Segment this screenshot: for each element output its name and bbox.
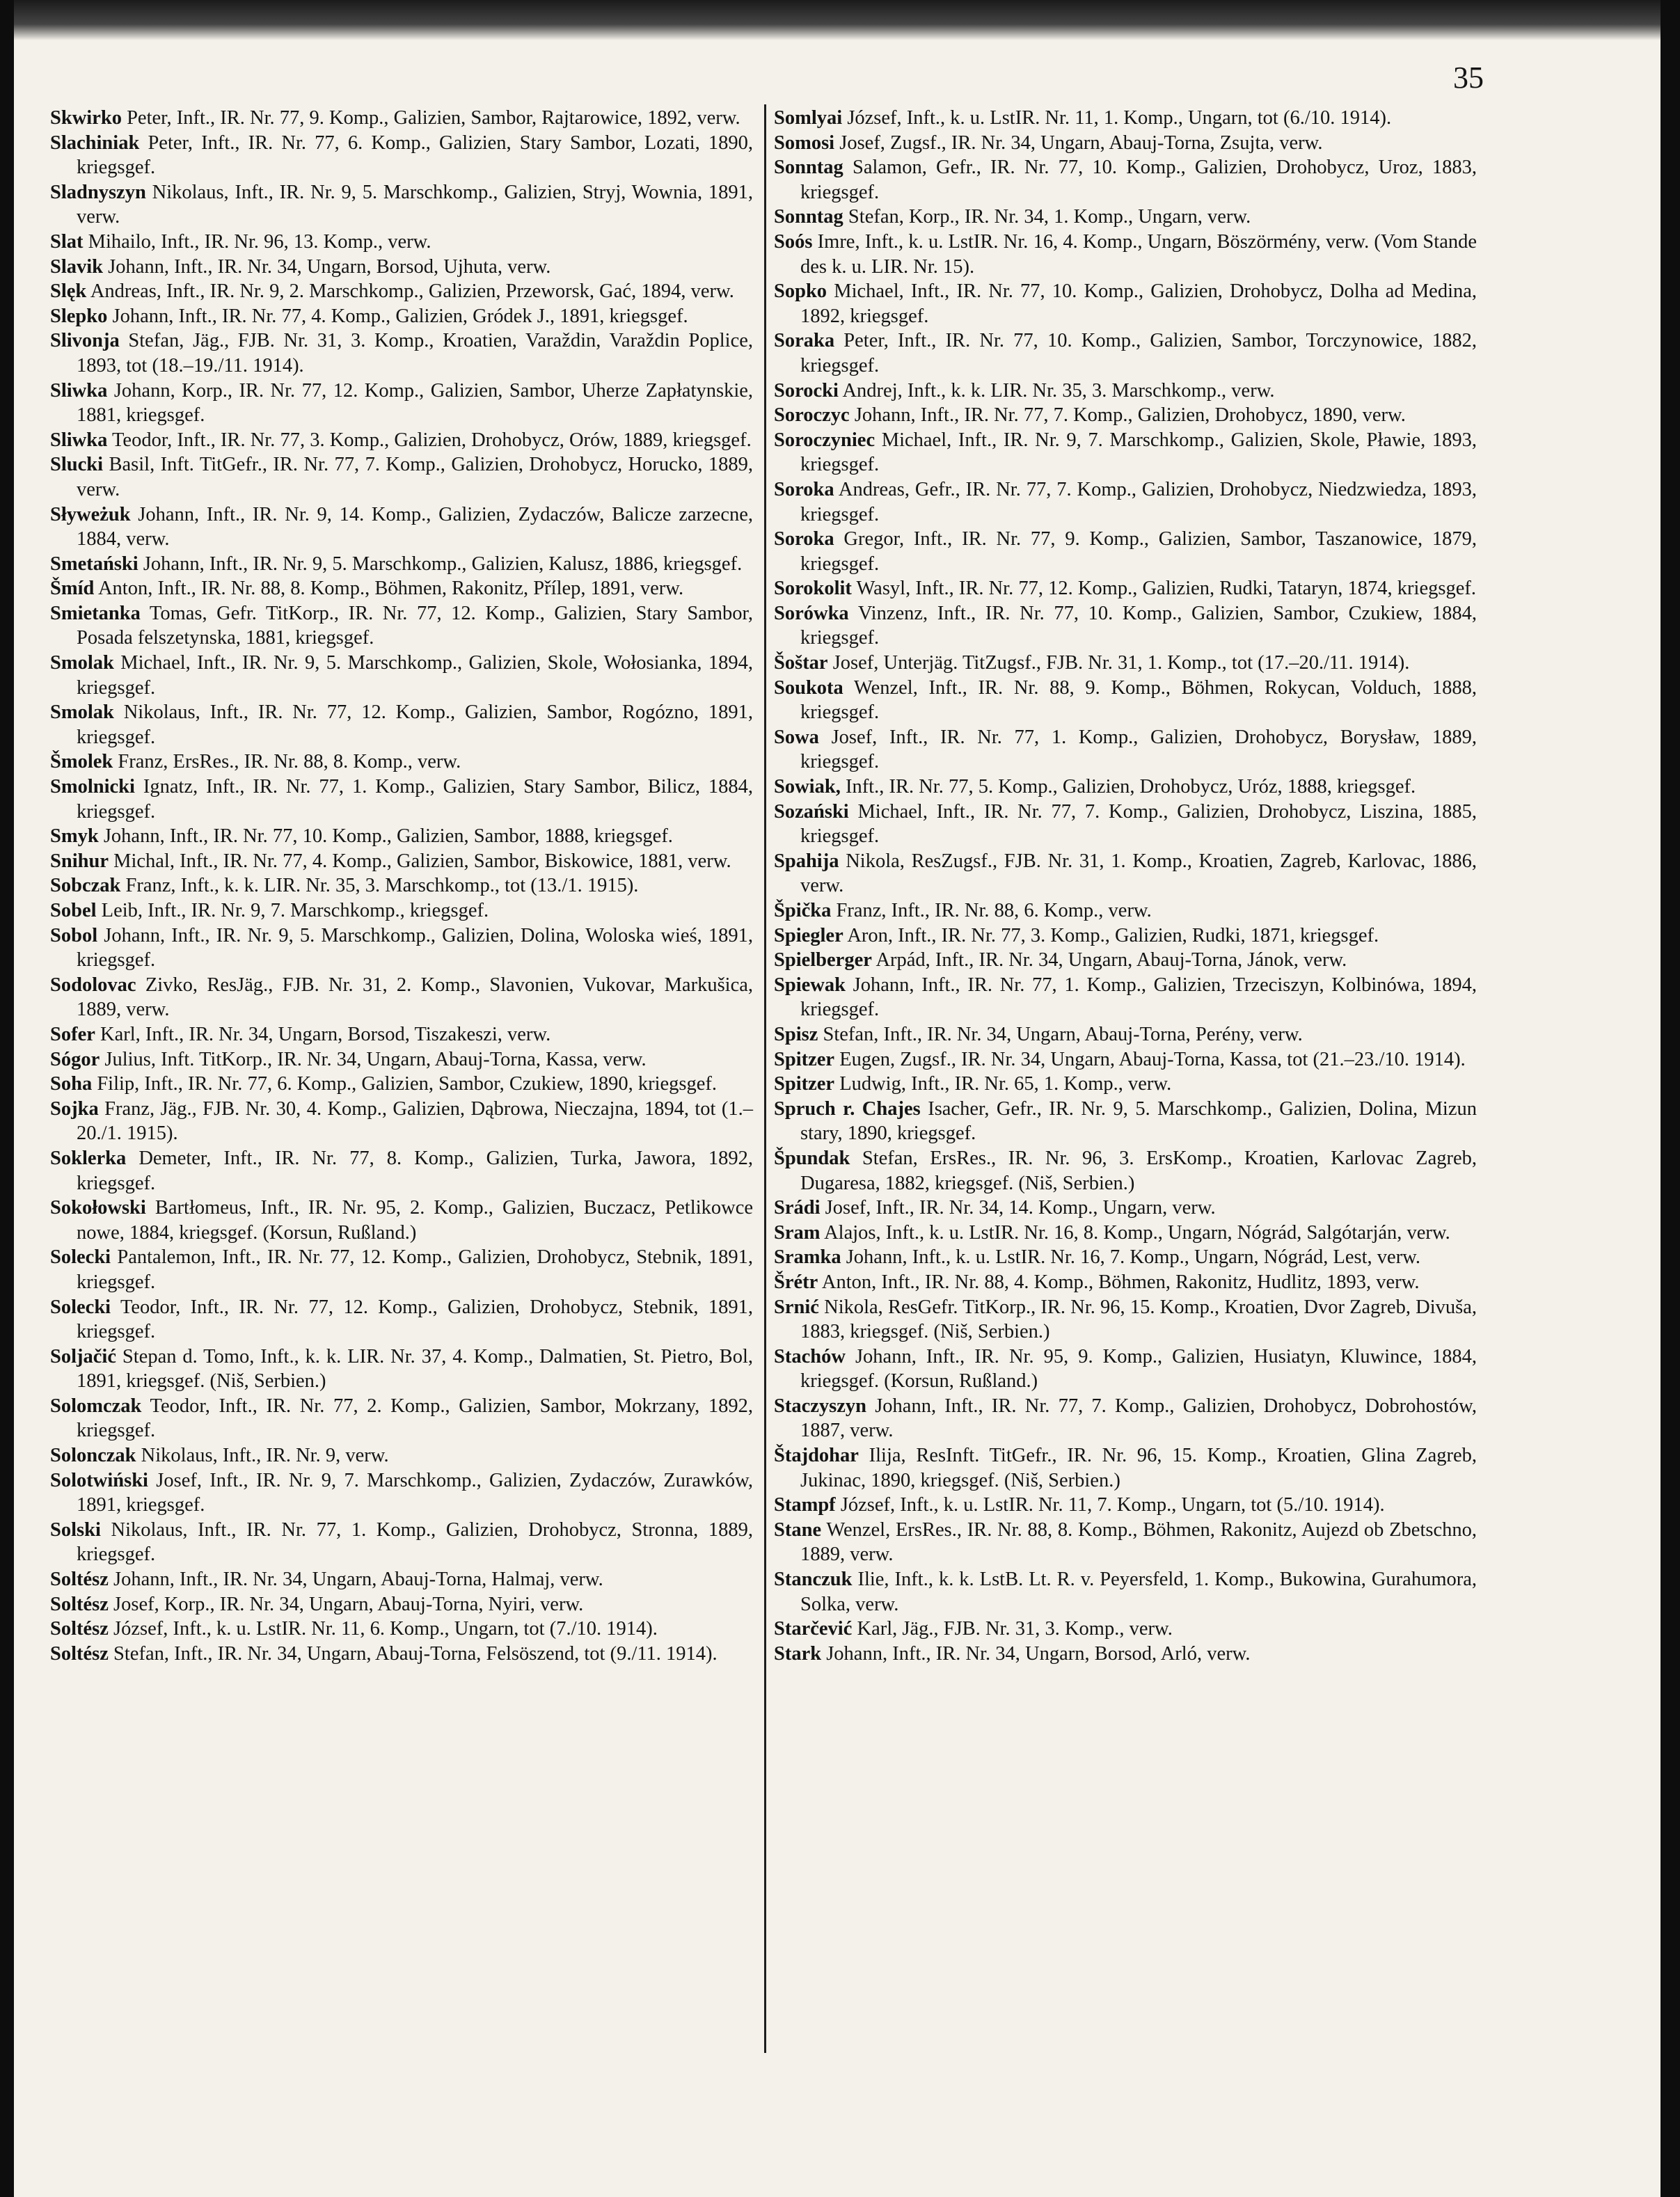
casualty-entry	[50, 1617, 753, 1642]
entry-surname: Spruch r. Chajes	[774, 1097, 921, 1120]
casualty-entry	[774, 230, 1477, 279]
casualty-entry	[774, 131, 1477, 156]
entry-surname: Smolak	[50, 652, 114, 674]
entry-surname: Stark	[774, 1642, 822, 1665]
casualty-entry	[50, 749, 753, 775]
entry-details: Peter, Inft., IR. Nr. 77, 10. Komp., Galizien, Sambor, Torczynowice, 1882, kriegsgef.	[800, 330, 1477, 376]
entry-surname: Srnić	[774, 1296, 819, 1318]
casualty-entry	[50, 502, 753, 552]
casualty-entry	[774, 1022, 1477, 1047]
entry-surname: Spitzer	[774, 1048, 835, 1070]
entry-details: Ludwig, Inft., IR. Nr. 65, 1. Komp., verw.	[839, 1073, 1172, 1095]
casualty-entry	[774, 1394, 1477, 1443]
entry-surname: Solski	[50, 1518, 101, 1541]
entry-surname: Sladnyszyn	[50, 181, 146, 203]
entry-surname: Sodolovac	[50, 974, 136, 996]
entry-surname: Šmolek	[50, 751, 113, 773]
entry-surname: Soós	[774, 230, 813, 253]
casualty-entry	[50, 1345, 753, 1394]
entry-details: Johann, Inft., IR. Nr. 77, 1. Komp., Galizien, Trzeciszyn, Kolbinówa, 1894, kriegsgef.	[800, 974, 1477, 1021]
casualty-entry	[774, 1270, 1477, 1295]
entry-surname: Stampf	[774, 1494, 836, 1516]
entry-details: Johann, Inft., IR. Nr. 77, 7. Komp., Galizien, Drohobycz, 1890, verw.	[854, 404, 1406, 427]
entry-details: József, Inft., k. u. LstIR. Nr. 11, 6. Komp., Ungarn, tot (7./10. 1914).	[113, 1618, 658, 1640]
entry-details: Andreas, Inft., IR. Nr. 9, 2. Marschkomp., Galizien, Przeworsk, Gać, 1894, verw.	[90, 280, 734, 303]
casualty-entry	[774, 725, 1477, 775]
entry-surname: Sorokolit	[774, 578, 852, 600]
entry-details: Stefan, Korp., IR. Nr. 34, 1. Komp., Ungarn, verw.	[848, 206, 1251, 228]
entry-details: Isacher, Gefr., IR. Nr. 9, 5. Marschkomp., Galizien, Dolina, Mizun stary, 1890, kriegsgef.	[800, 1097, 1477, 1145]
casualty-entry	[50, 428, 753, 453]
entry-details: Wenzel, Inft., IR. Nr. 88, 9. Komp., Böhmen, Rokycan, Volduch, 1888, kriegsgef.	[800, 676, 1477, 724]
casualty-entry	[50, 1097, 753, 1146]
entry-details: Michael, Inft., IR. Nr. 77, 10. Komp., Galizien, Drohobycz, Dolha ad Medina, 1892, kriegsgef.	[800, 280, 1477, 327]
casualty-entry	[50, 1072, 753, 1097]
casualty-entry	[50, 775, 753, 824]
entry-details: Johann, Inft., IR. Nr. 9, 14. Komp., Galizien, Zydaczów, Balicze zarzecne, 1884, verw.	[77, 503, 753, 550]
entry-surname: Soha	[50, 1073, 93, 1095]
entry-surname: Slęk	[50, 280, 87, 303]
casualty-entry	[774, 379, 1477, 404]
entry-surname: Slachiniak	[50, 132, 140, 154]
entry-details: Johann, Inft., IR. Nr. 77, 10. Komp., Galizien, Sambor, 1888, kriegsgef.	[103, 825, 673, 848]
entry-surname: Soltész	[50, 1618, 109, 1640]
entry-surname: Soroczyc	[774, 404, 850, 427]
casualty-entry	[774, 651, 1477, 676]
casualty-entry	[774, 527, 1477, 576]
entry-surname: Spielberger	[774, 949, 872, 971]
entry-details: Nikola, ResZugsf., FJB. Nr. 31, 1. Komp., Kroatien, Zagreb, Karlovac, 1886, verw.	[800, 850, 1477, 897]
entry-details: Franz, Jäg., FJB. Nr. 30, 4. Komp., Galizien, Dąbrowa, Nieczajna, 1894, tot (1.–20./1. 1915).	[77, 1097, 753, 1145]
entry-details: Pantalemon, Inft., IR. Nr. 77, 12. Komp., Galizien, Drohobycz, Stebnik, 1891, kriegsgef.	[77, 1246, 753, 1293]
entry-surname: Slepko	[50, 305, 108, 327]
entry-surname: Spisz	[774, 1023, 818, 1045]
entry-details: Nikolaus, Inft., IR. Nr. 9, 5. Marschkomp., Galizien, Stryj, Wownia, 1891, verw.	[77, 181, 753, 228]
casualty-entry	[50, 379, 753, 428]
entry-details: Ilija, ResInft. TitGefr., IR. Nr. 96, 15. Komp., Kroatien, Glina Zagreb, Jukinac, 1890, kriegsgef. (Niš, Serbien.)	[800, 1445, 1477, 1491]
casualty-entry	[50, 849, 753, 874]
casualty-entry	[774, 923, 1477, 949]
casualty-entry	[50, 1518, 753, 1567]
entry-details: Franz, ErsRes., IR. Nr. 88, 8. Komp., verw.	[118, 751, 461, 773]
entry-details: Josef, Inft., IR. Nr. 34, 14. Komp., Ungarn, verw.	[825, 1197, 1216, 1219]
casualty-entry	[774, 1146, 1477, 1196]
casualty-entry	[774, 601, 1477, 651]
entry-details: Salamon, Gefr., IR. Nr. 77, 10. Komp., Galizien, Drohobycz, Uroz, 1883, kriegsgef.	[800, 157, 1477, 203]
casualty-entry	[774, 1295, 1477, 1345]
entry-surname: Stane	[774, 1518, 822, 1541]
entry-surname: Sływeżuk	[50, 503, 131, 525]
casualty-entry	[774, 1642, 1477, 1667]
entry-details: Inft., IR. Nr. 77, 5. Komp., Galizien, Drohobycz, Uróz, 1888, kriegsgef.	[845, 776, 1416, 798]
entry-details: Johann, Inft., IR. Nr. 77, 4. Komp., Galizien, Gródek J., 1891, kriegsgef.	[112, 305, 688, 327]
entry-surname: Snihur	[50, 850, 109, 872]
casualty-entry	[774, 1047, 1477, 1072]
entry-details: Johann, Inft., IR. Nr. 34, Ungarn, Borsod, Arló, verw.	[826, 1642, 1251, 1665]
entry-surname: Sofer	[50, 1023, 95, 1045]
casualty-entry	[50, 651, 753, 700]
casualty-entry	[774, 973, 1477, 1022]
entry-surname: Smolak	[50, 701, 114, 724]
entry-details: Michal, Inft., IR. Nr. 77, 4. Komp., Galizien, Sambor, Biskowice, 1881, verw.	[113, 850, 731, 872]
casualty-entry	[774, 1245, 1477, 1270]
entry-surname: Sowiak,	[774, 776, 841, 798]
entry-surname: Solotwiński	[50, 1469, 148, 1491]
casualty-entry	[50, 576, 753, 601]
entry-details: Josef, Zugsf., IR. Nr. 34, Ungarn, Abauj-Torna, Zsujta, verw.	[839, 132, 1323, 154]
entry-details: Andreas, Gefr., IR. Nr. 77, 7. Komp., Galizien, Drohobycz, Niedzwiedza, 1893, kriegsgef.	[800, 478, 1477, 525]
entry-details: Teodor, Inft., IR. Nr. 77, 12. Komp., Galizien, Drohobycz, Stebnik, 1891, kriegsgef.	[77, 1296, 753, 1343]
entry-details: Alajos, Inft., k. u. LstIR. Nr. 16, 8. Komp., Ungarn, Nógrád, Salgótarján, verw.	[824, 1221, 1450, 1244]
entry-surname: Smolnicki	[50, 776, 135, 798]
entry-details: Aron, Inft., IR. Nr. 77, 3. Komp., Galizien, Rudki, 1871, kriegsgef.	[847, 924, 1379, 946]
casualty-entry	[50, 1022, 753, 1047]
entry-surname: Sozański	[774, 800, 849, 823]
entry-details: Stepan d. Tomo, Inft., k. k. LIR. Nr. 37, 4. Komp., Dalmatien, St. Pietro, Bol, 1891, kriegsgef. (Niš, Serbien.)	[77, 1345, 753, 1393]
casualty-entry	[774, 1196, 1477, 1221]
entry-surname: Sokołowski	[50, 1197, 146, 1219]
entry-surname: Solonczak	[50, 1445, 136, 1467]
entry-surname: Slucki	[50, 454, 104, 476]
entry-details: Wasyl, Inft., IR. Nr. 77, 12. Komp., Galizien, Rudki, Tataryn, 1874, kriegsgef.	[856, 578, 1476, 600]
entry-details: Michael, Inft., IR. Nr. 77, 7. Komp., Galizien, Drohobycz, Liszina, 1885, kriegsgef.	[800, 800, 1477, 848]
casualty-entry	[774, 1097, 1477, 1146]
casualty-entry	[774, 328, 1477, 378]
left-column	[50, 106, 753, 1666]
entry-surname: Soroczyniec	[774, 429, 875, 451]
casualty-entry	[50, 131, 753, 180]
casualty-entry	[50, 973, 753, 1022]
entry-details: Zivko, ResJäg., FJB. Nr. 31, 2. Komp., Slavonien, Vukovar, Markušica, 1889, verw.	[77, 974, 753, 1021]
entry-surname: Soltész	[50, 1642, 109, 1665]
entry-details: Nikolaus, Inft., IR. Nr. 77, 1. Komp., Galizien, Drohobycz, Stronna, 1889, kriegsgef.	[77, 1518, 754, 1566]
casualty-entry	[774, 1072, 1477, 1097]
casualty-entry	[774, 576, 1477, 601]
entry-surname: Sonntag	[774, 206, 843, 228]
entry-surname: Sojka	[50, 1097, 99, 1120]
entry-details: Stefan, ErsRes., IR. Nr. 96, 3. ErsKomp., Kroatien, Karlovac Zagreb, Dugaresa, 1882, kriegsgef. (Niš, Serbien.)	[800, 1147, 1477, 1194]
scan-left-edge	[0, 0, 14, 2197]
entry-surname: Sorocki	[774, 379, 839, 402]
entry-details: Bartłomeus, Inft., IR. Nr. 95, 2. Komp., Galizien, Buczacz, Petlikowce nowe, 1884, kriegsgef. (Korsun, Rußland.)	[77, 1197, 753, 1244]
entry-details: Anton, Inft., IR. Nr. 88, 4. Komp., Böhmen, Rakonitz, Hudlitz, 1893, verw.	[821, 1271, 1420, 1293]
casualty-entry	[774, 898, 1477, 923]
entry-details: Michael, Inft., IR. Nr. 9, 5. Marschkomp., Galizien, Skole, Wołosianka, 1894, kriegsgef.	[77, 652, 753, 699]
entry-details: Arpád, Inft., IR. Nr. 34, Ungarn, Abauj-Torna, Jánok, verw.	[875, 949, 1347, 971]
entry-surname: Solecki	[50, 1296, 111, 1318]
casualty-entry	[50, 1642, 753, 1667]
scan-top-edge	[0, 0, 1680, 40]
casualty-entry	[50, 1295, 753, 1345]
entry-details: Demeter, Inft., IR. Nr. 77, 8. Komp., Galizien, Turka, Jawora, 1892, kriegsgef.	[77, 1147, 754, 1194]
casualty-entry	[774, 1345, 1477, 1394]
entry-details: Peter, Inft., IR. Nr. 77, 6. Komp., Galizien, Stary Sambor, Lozati, 1890, kriegsgef.	[77, 132, 753, 179]
entry-surname: Srádi	[774, 1197, 821, 1219]
entry-surname: Sopko	[774, 280, 827, 303]
casualty-entry	[774, 205, 1477, 230]
entry-details: Basil, Inft. TitGefr., IR. Nr. 77, 7. Komp., Galizien, Drohobycz, Horucko, 1889, verw.	[77, 454, 754, 500]
page-number: 35	[1453, 61, 1484, 95]
entry-details: Peter, Inft., IR. Nr. 77, 9. Komp., Galizien, Sambor, Rajtarowice, 1892, verw.	[127, 107, 740, 129]
casualty-entry	[50, 552, 753, 577]
casualty-entry	[774, 1493, 1477, 1518]
entry-surname: Sonntag	[774, 157, 843, 179]
entry-surname: Sobol	[50, 924, 98, 946]
entry-details: Vinzenz, Inft., IR. Nr. 77, 10. Komp., Galizien, Sambor, Czukiew, 1884, kriegsgef.	[800, 602, 1477, 649]
entry-details: Ilie, Inft., k. k. LstB. Lt. R. v. Peyersfeld, 1. Komp., Bukowina, Gurahumora, Solka, verw.	[800, 1569, 1477, 1615]
casualty-entry	[50, 328, 753, 378]
entry-details: Filip, Inft., IR. Nr. 77, 6. Komp., Galizien, Sambor, Czukiew, 1890, kriegsgef.	[97, 1073, 718, 1095]
casualty-entry	[50, 1468, 753, 1518]
entry-details: Eugen, Zugsf., IR. Nr. 34, Ungarn, Abauj-Torna, Kassa, tot (21.–23./10. 1914).	[839, 1048, 1466, 1070]
entry-details: Ignatz, Inft., IR. Nr. 77, 1. Komp., Galizien, Stary Sambor, Bilicz, 1884, kriegsgef.	[77, 776, 754, 823]
entry-details: Teodor, Inft., IR. Nr. 77, 3. Komp., Galizien, Drohobycz, Orów, 1889, kriegsgef.	[112, 429, 752, 451]
column-divider	[764, 104, 766, 2053]
entry-surname: Špundak	[774, 1147, 850, 1169]
entry-surname: Smietanka	[50, 602, 141, 624]
entry-surname: Slivonja	[50, 330, 120, 352]
casualty-entry	[50, 230, 753, 255]
entry-surname: Šoštar	[774, 652, 828, 674]
entry-details: Josef, Inft., IR. Nr. 9, 7. Marschkomp., Galizien, Zydaczów, Zurawków, 1891, kriegsgef.	[77, 1469, 753, 1516]
entry-details: Nikolaus, Inft., IR. Nr. 9, verw.	[141, 1445, 389, 1467]
entry-surname: Smyk	[50, 825, 99, 848]
entry-surname: Skwirko	[50, 107, 122, 129]
entry-details: Andrej, Inft., k. k. LIR. Nr. 35, 3. Marschkomp., verw.	[842, 379, 1275, 402]
entry-surname: Sramka	[774, 1246, 841, 1269]
entry-details: Mihailo, Inft., IR. Nr. 96, 13. Komp., verw.	[88, 230, 431, 253]
casualty-entry	[774, 1567, 1477, 1617]
entry-surname: Spiegler	[774, 924, 843, 946]
entry-surname: Sliwka	[50, 429, 108, 451]
casualty-entry	[50, 106, 753, 131]
entry-details: Karl, Jäg., FJB. Nr. 31, 3. Komp., verw.	[857, 1618, 1173, 1640]
casualty-entry	[774, 155, 1477, 205]
entry-surname: Soltész	[50, 1569, 109, 1591]
entry-surname: Slavik	[50, 255, 104, 278]
casualty-entry	[50, 898, 753, 923]
casualty-entry	[50, 1245, 753, 1294]
casualty-entry	[50, 601, 753, 651]
entry-surname: Soklerka	[50, 1147, 127, 1169]
entry-surname: Sram	[774, 1221, 821, 1244]
entry-surname: Spiewak	[774, 974, 846, 996]
entry-details: Michael, Inft., IR. Nr. 9, 7. Marschkomp., Galizien, Skole, Pławie, 1893, kriegsgef.	[800, 429, 1477, 476]
casualty-entry	[774, 1221, 1477, 1246]
entry-details: Karl, Inft., IR. Nr. 34, Ungarn, Borsod, Tiszakeszi, verw.	[100, 1023, 551, 1045]
casualty-entry	[50, 1592, 753, 1617]
entry-details: Tomas, Gefr. TitKorp., IR. Nr. 77, 12. Komp., Galizien, Stary Sambor, Posada felszetynska, 1881, kriegsgef.	[77, 602, 753, 649]
entry-details: Johann, Inft., IR. Nr. 34, Ungarn, Abauj-Torna, Halmaj, verw.	[113, 1569, 603, 1591]
casualty-entry	[774, 1617, 1477, 1642]
entry-surname: Spahija	[774, 850, 839, 872]
casualty-entry	[50, 1567, 753, 1592]
casualty-entry	[774, 1443, 1477, 1493]
entry-details: Franz, Inft., k. k. LIR. Nr. 35, 3. Marschkomp., tot (13./1. 1915).	[125, 875, 639, 897]
entry-details: Anton, Inft., IR. Nr. 88, 8. Komp., Böhmen, Rakonitz, Přílep, 1891, verw.	[97, 578, 684, 600]
entry-surname: Stanczuk	[774, 1569, 853, 1591]
entry-surname: Staczyszyn	[774, 1395, 866, 1417]
casualty-entry	[50, 452, 753, 502]
entry-details: Nikola, ResGefr. TitKorp., IR. Nr. 96, 15. Komp., Kroatien, Dvor Zagreb, Divuša, 1883, kriegsgef. (Niš, Serbien.)	[800, 1296, 1477, 1343]
entry-surname: Smetański	[50, 553, 138, 575]
entry-surname: Sobczak	[50, 875, 121, 897]
casualty-entry	[50, 1394, 753, 1443]
casualty-entry	[50, 700, 753, 749]
entry-surname: Spitzer	[774, 1073, 835, 1095]
entry-surname: Soroka	[774, 478, 834, 500]
entry-details: Leib, Inft., IR. Nr. 9, 7. Marschkomp., kriegsgef.	[101, 900, 489, 921]
entry-details: Josef, Inft., IR. Nr. 77, 1. Komp., Galizien, Drohobycz, Borysław, 1889, kriegsgef.	[800, 726, 1477, 773]
entry-details: Stefan, Inft., IR. Nr. 34, Ungarn, Abauj-Torna, Felsöszend, tot (9./11. 1914).	[113, 1642, 718, 1665]
casualty-entry	[50, 824, 753, 849]
casualty-entry	[50, 873, 753, 898]
entry-surname: Šmíd	[50, 578, 95, 600]
entry-details: Teodor, Inft., IR. Nr. 77, 2. Komp., Galizien, Sambor, Mokrzany, 1892, kriegsgef.	[77, 1395, 753, 1442]
entry-details: József, Inft., k. u. LstIR. Nr. 11, 7. Komp., Ungarn, tot (5./10. 1914).	[840, 1494, 1385, 1516]
casualty-entry	[774, 676, 1477, 725]
casualty-entry	[50, 923, 753, 973]
entry-surname: Slat	[50, 230, 84, 253]
entry-surname: Šrétr	[774, 1271, 818, 1293]
casualty-entry	[774, 428, 1477, 477]
casualty-entry	[50, 304, 753, 329]
entry-details: Stefan, Inft., IR. Nr. 34, Ungarn, Abauj-Torna, Perény, verw.	[823, 1023, 1303, 1045]
entry-details: Imre, Inft., k. u. LstIR. Nr. 16, 4. Komp., Ungarn, Böszörmény, verw. (Vom Stande des k. u. LIR. Nr. 15).	[800, 230, 1477, 278]
entry-surname: Soraka	[774, 330, 835, 352]
entry-details: Johann, Inft., IR. Nr. 9, 5. Marschkomp., Galizien, Dolina, Woloska wieś, 1891, kriegsgef.	[77, 924, 754, 971]
casualty-entry	[50, 1443, 753, 1468]
entry-details: Stefan, Jäg., FJB. Nr. 31, 3. Komp., Kroatien, Varaždin, Varaždin Poplice, 1893, tot (18.–19./11. 1914).	[77, 330, 754, 376]
entry-details: József, Inft., k. u. LstIR. Nr. 11, 1. Komp., Ungarn, tot (6./10. 1914).	[847, 107, 1392, 129]
entry-surname: Somlyai	[774, 107, 843, 129]
entry-details: Josef, Korp., IR. Nr. 34, Ungarn, Abauj-Torna, Nyiri, verw.	[113, 1593, 584, 1615]
entry-details: Josef, Unterjäg. TitZugsf., FJB. Nr. 31, 1. Komp., tot (17.–20./11. 1914).	[832, 652, 1410, 674]
casualty-entry	[50, 180, 753, 230]
entry-details: Johann, Inft., IR. Nr. 9, 5. Marschkomp., Galizien, Kalusz, 1886, kriegsgef.	[143, 553, 743, 575]
entry-surname: Solecki	[50, 1246, 111, 1269]
casualty-entry	[774, 800, 1477, 849]
casualty-entry	[50, 1146, 753, 1196]
casualty-entry	[774, 849, 1477, 898]
entry-surname: Solomczak	[50, 1395, 142, 1417]
entry-surname: Štajdohar	[774, 1445, 859, 1467]
entry-surname: Soukota	[774, 676, 843, 699]
entry-details: Nikolaus, Inft., IR. Nr. 77, 12. Komp., Galizien, Sambor, Rogózno, 1891, kriegsgef.	[77, 701, 753, 748]
casualty-entry	[50, 1196, 753, 1245]
casualty-entry	[50, 1047, 753, 1072]
entry-surname: Sógor	[50, 1048, 100, 1070]
casualty-entry	[50, 255, 753, 280]
entry-surname: Soroka	[774, 528, 834, 550]
entry-details: Wenzel, ErsRes., IR. Nr. 88, 8. Komp., Böhmen, Rakonitz, Aujezd ob Zbetschno, 1889, verw.	[800, 1518, 1477, 1566]
entry-details: Franz, Inft., IR. Nr. 88, 6. Komp., verw.	[836, 900, 1152, 921]
entry-surname: Sobel	[50, 900, 97, 921]
casualty-entry	[774, 403, 1477, 428]
casualty-entry	[774, 477, 1477, 527]
entry-surname: Somosi	[774, 132, 835, 154]
entry-surname: Soljačić	[50, 1345, 116, 1367]
right-column	[774, 106, 1477, 1666]
entry-details: Johann, Inft., IR. Nr. 95, 9. Komp., Galizien, Husiatyn, Kluwince, 1884, kriegsgef. (Korsun, Rußland.)	[800, 1345, 1477, 1393]
entry-details: Johann, Inft., k. u. LstIR. Nr. 16, 7. Komp., Ungarn, Nógrád, Lest, verw.	[846, 1246, 1421, 1269]
entry-surname: Sliwka	[50, 379, 108, 402]
casualty-entry	[774, 279, 1477, 328]
casualty-entry	[774, 948, 1477, 973]
entry-surname: Špička	[774, 900, 832, 921]
casualty-entry	[774, 106, 1477, 131]
casualty-entry	[50, 279, 753, 304]
entry-surname: Soltész	[50, 1593, 109, 1615]
entry-details: Julius, Inft. TitKorp., IR. Nr. 34, Ungarn, Abauj-Torna, Kassa, verw.	[104, 1048, 647, 1070]
entry-details: Johann, Inft., IR. Nr. 77, 7. Komp., Galizien, Drohobycz, Dobrohostów, 1887, verw.	[800, 1395, 1477, 1442]
scan-right-edge	[1661, 0, 1680, 2197]
entry-details: Gregor, Inft., IR. Nr. 77, 9. Komp., Galizien, Sambor, Taszanowice, 1879, kriegsgef.	[800, 528, 1477, 575]
entry-surname: Sorówka	[774, 602, 849, 624]
entry-surname: Starčević	[774, 1618, 853, 1640]
entry-details: Johann, Korp., IR. Nr. 77, 12. Komp., Galizien, Sambor, Uherze Zapłatynskie, 1881, kriegsgef.	[77, 379, 754, 427]
casualty-entry	[774, 775, 1477, 800]
casualty-entry	[774, 1518, 1477, 1567]
entry-surname: Sowa	[774, 726, 819, 748]
entry-details: Johann, Inft., IR. Nr. 34, Ungarn, Borsod, Ujhuta, verw.	[108, 255, 551, 278]
entry-surname: Stachów	[774, 1345, 846, 1367]
